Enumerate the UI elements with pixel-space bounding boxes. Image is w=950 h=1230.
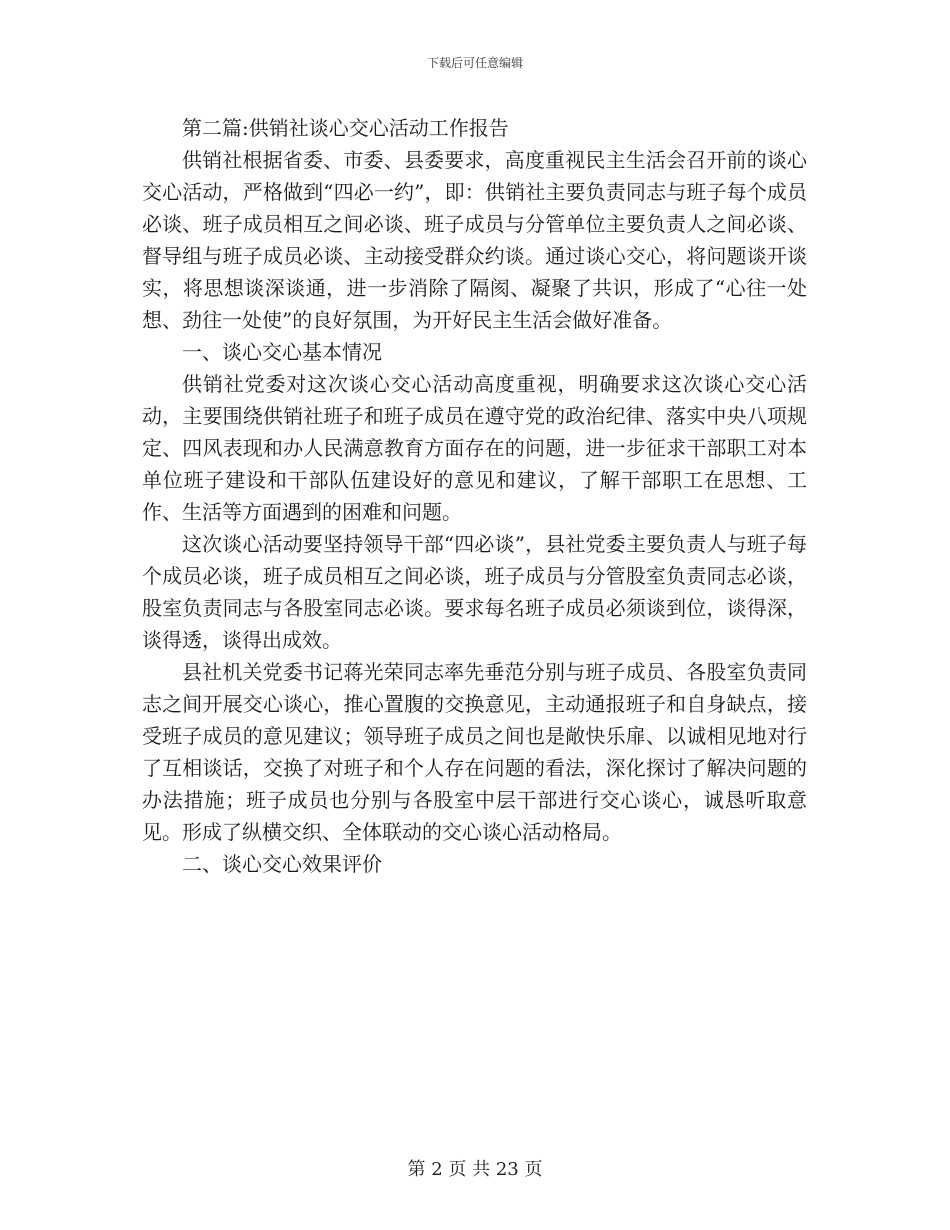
document-title: 第二篇:供销社谈心交心活动工作报告 — [182, 116, 509, 140]
paragraph-intro: 供销社根据省委、市委、县委要求，高度重视民主生活会召开前的谈心交心活动，严格做到“四必一约”，即：供销社主要负责同志与班子每个成员必谈、班子成员相互之间必谈、班子成员与分管单位主要负责人之间必谈、督导组与班子成员必谈、主动接受群众约谈。通过谈心交心，将问题谈开谈实，将思想谈深谈通，进一步消除了隔阂、凝聚了共识，形成了“心往一处想、劲往一处使”的良好氛围，为开好民主生活会做好准备。 — [142, 148, 807, 332]
header-note: 下载后可任意编辑 — [426, 56, 523, 70]
document-body — [142, 112, 807, 880]
section-heading-2: 二、谈心交心效果评价 — [182, 852, 382, 876]
page-number: 第 2 页 共 23 页 — [407, 1159, 543, 1180]
section-heading-1: 一、谈心交心基本情况 — [182, 340, 382, 364]
paragraph-3: 县社机关党委书记蒋光荣同志率先垂范分别与班子成员、各股室负责同志之间开展交心谈心，推心置腹的交换意见，主动通报班子和自身缺点，接受班子成员的意见建议；领导班子成员之间也是敞快乐扉、以诚相见地对行了互相谈话，交换了对班子和个人存在问题的看法，深化探讨了解决问题的办法措施；班子成员也分别与各股室中层干部进行交心谈心，诚恳听取意见。形成了纵横交织、全体联动的交心谈心活动格局。 — [142, 660, 807, 844]
paragraph-1: 供销社党委对这次谈心交心活动高度重视，明确要求这次谈心交心活动，主要围绕供销社班子和班子成员在遵守党的政治纪律、落实中央八项规定、四风表现和办人民满意教育方面存在的问题，进一步征求干部职工对本单位班子建设和干部队伍建设好的意见和建议，了解干部职工在思想、工作、生活等方面遇到的困难和问题。 — [142, 372, 807, 524]
paragraph-2: 这次谈心活动要坚持领导干部“四必谈”，县社党委主要负责人与班子每个成员必谈，班子成员相互之间必谈，班子成员与分管股室负责同志必谈，股室负责同志与各股室同志必谈。要求每名班子成员必须谈到位，谈得深，谈得透，谈得出成效。 — [142, 532, 807, 652]
